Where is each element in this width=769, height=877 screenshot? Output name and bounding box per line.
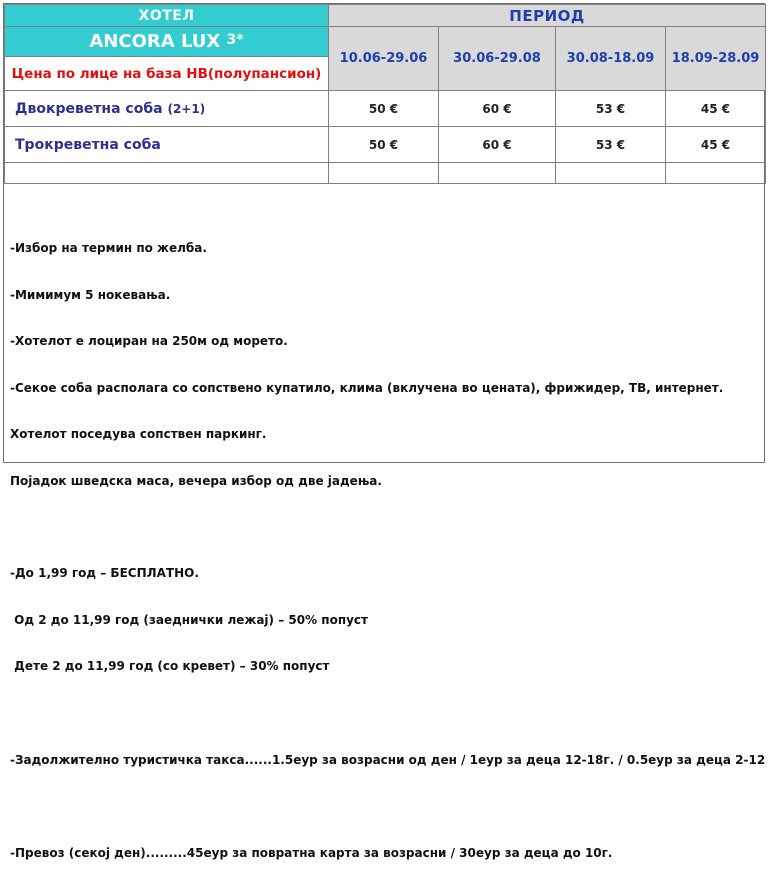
price-value: 53 € (556, 91, 666, 127)
note-line: Хотелот поседува сопствен паркинг. (10, 427, 267, 441)
tax-note: -Задолжително туристичка такса......1.5еур за возрасни од ден / 1еур за деца 12-18г. / 0.5еур за деца 2-12 (10, 752, 766, 767)
note-line: Од 2 до 11,99 год (заеднички лежај) – 50% попуст (10, 612, 368, 627)
note-line: -Секое соба располага со сопствено купатило, клима (вклучена во цената), фрижидер, ТВ, интернет. (10, 380, 724, 395)
note-line: Дете 2 до 11,99 год (со кревет) – 30% попуст (10, 659, 330, 673)
note-line: Појадок шведска маса, вечера избор од две јадења. (10, 473, 382, 488)
hotel-stars: 3* (226, 32, 244, 48)
period-date: 30.06-29.08 (439, 27, 556, 91)
note-line: -Мимимум 5 нокевања. (10, 287, 171, 302)
hotel-name: ANCORA LUX (89, 31, 221, 52)
empty-cell (556, 163, 666, 184)
empty-row (5, 163, 766, 184)
room-type-cell (5, 91, 329, 127)
table-row (5, 127, 766, 163)
price-value: 60 € (439, 91, 556, 127)
hotel-header: ХОТЕЛ (5, 5, 329, 27)
price-value: 60 € (439, 127, 556, 163)
hotel-name-cell (5, 27, 329, 57)
price-basis: Цена по лице на база НВ(полупансион) (5, 57, 329, 91)
price-value: 50 € (329, 127, 439, 163)
period-date: 30.08-18.09 (556, 27, 666, 91)
header-row (5, 5, 766, 27)
hotel-name-row (5, 27, 766, 57)
price-value: 50 € (329, 91, 439, 127)
empty-cell (666, 163, 766, 184)
price-value: 45 € (666, 91, 766, 127)
table-row (5, 91, 766, 127)
room-type-cell (5, 127, 329, 163)
price-value: 45 € (666, 127, 766, 163)
notes-section (10, 210, 766, 877)
note-line: -Хотелот е лоциран на 250м од морето. (10, 334, 288, 348)
price-table (4, 4, 766, 184)
period-header: ПЕРИОД (329, 5, 766, 27)
period-date: 18.09-28.09 (666, 27, 766, 91)
room-type: Двокреветна соба (15, 100, 163, 117)
spacer (10, 520, 760, 535)
transport-note: -Превоз (секој ден).........45еур за повратна карта за возрасни / 30еур за деца до 10г. (10, 846, 613, 860)
period-date: 10.06-29.06 (329, 27, 439, 91)
spacer (10, 706, 760, 722)
note-line: -До 1,99 год – БЕСПЛАТНО. (10, 566, 199, 580)
price-value: 53 € (556, 127, 666, 163)
note-line: -Избор на термин по желба. (10, 241, 207, 255)
room-capacity: (2+1) (167, 101, 206, 116)
empty-cell (329, 163, 439, 184)
empty-cell (5, 163, 329, 184)
spacer (10, 799, 760, 815)
room-type: Трокреветна соба (15, 136, 161, 153)
empty-cell (439, 163, 556, 184)
